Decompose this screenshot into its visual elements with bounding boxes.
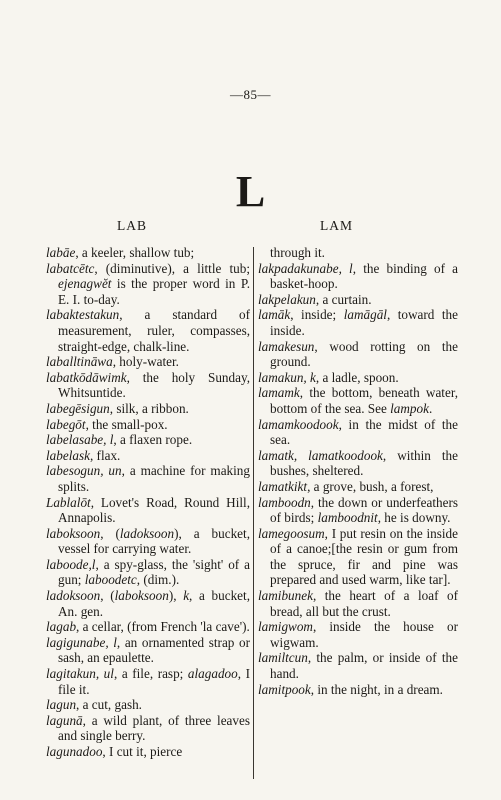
dictionary-entry: lamitpook, in the night, in a dream.	[258, 681, 443, 697]
dictionary-entry: lamamk, the bottom, beneath water, bottom of the sea. See lampok.	[258, 385, 458, 416]
dictionary-entry: lamakun, k, a ladle, spoon.	[258, 369, 399, 385]
dictionary-entry: labatcētc, (diminutive), a little tub; ejenagwĕt is the proper word in P. E. I. to-day.	[46, 260, 250, 307]
dictionary-entry: laboode,l, a spy-glass, the 'sight' of a gun; laboodetc, (dim.).	[46, 556, 250, 588]
dictionary-entry: lakpelakun, a curtain.	[258, 291, 372, 307]
dictionary-entry: lagunā, a wild plant, of three leaves and single berry.	[46, 712, 250, 744]
dictionary-entry: laboksoon, (ladoksoon), a bucket, vessel for carrying water.	[46, 525, 250, 557]
dictionary-entry: lamboodn, the down or underfeathers of birds; lamboodnit, he is downy.	[258, 494, 458, 526]
dictionary-entry: labelask, flax.	[46, 447, 121, 463]
dictionary-entry: labatkōdāwimk, the holy Sunday, Whitsuntide.	[46, 369, 250, 401]
dictionary-entry: laballtināwa, holy-water.	[46, 354, 179, 370]
dictionary-entry: lamakesun, wood rotting on the ground.	[258, 338, 458, 370]
dictionary-entry: Lablalōt, Lovet's Road, Round Hill, Annapolis.	[46, 494, 250, 526]
dictionary-entry: lamāk, inside; lamāgāl, toward the inside.	[258, 307, 458, 338]
dictionary-entry: labegōt, the small-pox.	[46, 416, 168, 432]
dictionary-entry: lakpadakunabe, l, the binding of a basket-hoop.	[258, 260, 458, 292]
dictionary-entry: through it.	[270, 245, 325, 260]
dictionary-entry: lamamkoodook, in the midst of the sea.	[258, 416, 458, 448]
dictionary-entry: lamegoosum, I put resin on the inside of a canoe;[the resin or gum from the spruce, fir and pine was prepared and used warm, like tar].	[258, 525, 458, 588]
dictionary-entry: lagab, a cellar, (from French 'la cave').	[46, 619, 250, 635]
dictionary-entry: labāe, a keeler, shallow tub;	[46, 245, 195, 260]
column-divider	[253, 247, 254, 779]
dictionary-entry: labaktestakun, a standard of measurement, ruler, compasses, straight-edge, chalk-line.	[46, 307, 250, 354]
dictionary-entry: labelasabe, l, a flaxen rope.	[46, 432, 193, 448]
dictionary-entry: labegēsigun, silk, a ribbon.	[46, 400, 189, 416]
running-head-right: LAM	[320, 218, 353, 233]
left-column	[46, 245, 250, 760]
running-head-left: LAB	[117, 218, 147, 233]
dictionary-entry: lagunadoo, I cut it, pierce	[46, 744, 183, 759]
dictionary-entry: lamatk, lamatkoodook, within the bushes, sheltered.	[258, 447, 458, 479]
dictionary-entry: lamiltcun, the palm, or inside of the hand.	[258, 650, 458, 682]
dictionary-entry: lamatkikt, a grove, bush, a forest,	[258, 478, 434, 494]
dictionary-entry: ladoksoon, (laboksoon), k, a bucket, An. gen.	[46, 588, 250, 619]
section-letter: L	[235, 167, 266, 216]
dictionary-entry: lamibunek, the heart of a loaf of bread, all but the crust.	[258, 588, 458, 619]
dictionary-entry: lamigwom, inside the house or wigwam.	[258, 619, 458, 650]
right-column	[258, 245, 458, 697]
dictionary-entry: labesogun, un, a machine for making splits.	[46, 463, 250, 494]
dictionary-entry: lagitakun, ul, a file, rasp; alagadoo, I file it.	[46, 666, 250, 697]
dictionary-entry: lagigunabe, l, an ornamented strap or sash, an epaulette.	[46, 634, 250, 666]
page-number: —85—	[230, 87, 271, 102]
dictionary-entry: lagun, a cut, gash.	[46, 697, 142, 713]
